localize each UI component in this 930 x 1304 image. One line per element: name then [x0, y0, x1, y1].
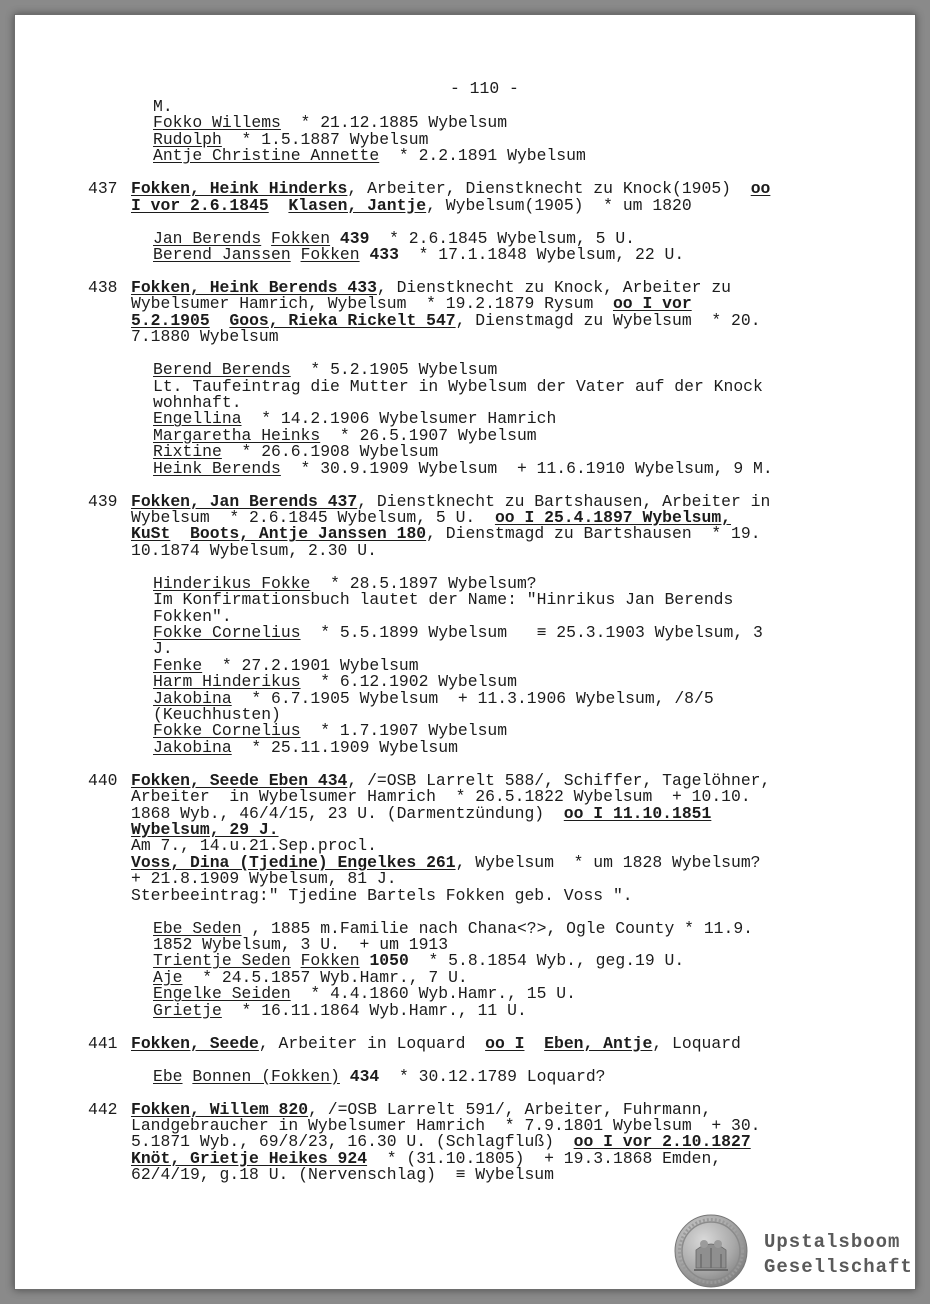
entry-number: 440 — [88, 770, 118, 790]
name-text: oo I — [485, 1033, 525, 1053]
child-line — [153, 1066, 606, 1086]
entry-text: + 21.8.1909 Wybelsum, 81 J. — [131, 869, 397, 889]
entry-text: M. — [153, 97, 173, 116]
entry-text — [524, 1034, 544, 1053]
entry-text: Arbeiter in Wybelsumer Hamrich * 26.5.1822 Wybelsum + 10.10. — [131, 787, 751, 807]
entry-text: , Loquard — [652, 1033, 741, 1053]
name-text: Knöt, Grietje Heikes 924 — [131, 1148, 368, 1168]
name-text: Ebe — [153, 1066, 183, 1086]
child-line — [153, 625, 763, 641]
name-text: Jakobina — [153, 688, 232, 708]
entry-text: * 6.12.1902 Wybelsum — [300, 672, 517, 692]
name-text: Bonnen (Fokken) — [192, 1066, 340, 1086]
entry-text — [360, 245, 370, 264]
child-line — [153, 148, 586, 164]
entry-text: , Dienstmagd zu Bartshausen * 19. — [426, 524, 761, 544]
entry-text — [340, 1067, 350, 1086]
entry-text: * 5.5.1899 Wybelsum ≡ 25.3.1903 Wybelsum, 3 — [300, 623, 763, 642]
entry-text: * 6.7.1905 Wybelsum + 11.3.1906 Wybelsum, /8/5 — [231, 688, 714, 708]
entry-line — [131, 329, 279, 345]
entry-text: Fokken". — [153, 606, 232, 626]
name-text: Fokke Cornelius — [153, 623, 301, 642]
name-text: Fokken — [271, 228, 331, 248]
entry-text: (Keuchhusten) — [153, 705, 281, 724]
entry-text: * 4.4.1860 Wyb.Hamr., 15 U. — [290, 984, 576, 1004]
name-text: Trientje Seden — [153, 951, 291, 971]
child-line — [153, 1000, 527, 1020]
publisher-logo-text — [764, 1230, 913, 1280]
name-text: Jakobina — [153, 737, 232, 757]
reference-number: 434 — [349, 1066, 380, 1086]
publisher-line-2: Gesellschaft — [764, 1256, 913, 1278]
publisher-line-1: Upstalsboom — [764, 1231, 901, 1253]
entry-text: wohnhaft. — [153, 393, 242, 412]
entry-text: , Dienstknecht zu Bartshausen, Arbeiter in — [357, 491, 771, 511]
entry-text: 1868 Wyb., 46/4/15, 23 U. (Darmentzündung) — [131, 803, 564, 823]
entry-text: , Wybelsum(1905) * um 1820 — [426, 195, 692, 215]
name-text: Ebe Seden — [153, 918, 242, 938]
entry-number: 437 — [88, 179, 118, 199]
name-text: Wybelsum, 29 J. — [131, 820, 279, 839]
name-text: Fokken, Heink Hinderks — [131, 179, 348, 199]
entry-text: 5.1871 Wyb., 69/8/23, 16.30 U. (Schlagfluß) — [131, 1132, 574, 1152]
entry-text: * 28.5.1897 Wybelsum? — [310, 573, 537, 593]
name-text: Boots, Antje Janssen 180 — [190, 524, 427, 544]
name-text: Aje — [153, 967, 183, 987]
name-text: Engellina — [153, 409, 242, 429]
name-text: Fokken, Seede Eben 434 — [131, 770, 348, 790]
society-seal-icon — [674, 1214, 748, 1288]
name-text: Eben, Antje — [544, 1033, 653, 1053]
entry-text: Lt. Taufeintrag die Mutter in Wybelsum der Vater auf der Knock — [153, 376, 763, 396]
name-text: Jan Berends — [153, 228, 262, 248]
entry-text: Wybelsumer Hamrich, Wybelsum * 19.2.1879 Rysum — [131, 294, 613, 314]
entry-line — [131, 540, 377, 560]
name-text: 5.2.1905 — [131, 310, 210, 330]
entry-text: * 14.2.1906 Wybelsumer Hamrich — [241, 409, 557, 429]
name-text: Fokken — [300, 245, 360, 264]
child-line — [153, 376, 763, 396]
entry-text: * 24.5.1857 Wyb.Hamr., 7 U. — [182, 967, 468, 987]
entry-text: Im Konfirmationsbuch lautet der Name: "Hinrikus Jan Berends — [153, 590, 734, 610]
entry-line — [131, 1167, 554, 1183]
name-text: Klasen, Jantje — [288, 195, 427, 215]
name-text: Fokken, Heink Berends 433 — [131, 278, 377, 297]
entry-text: * 25.11.1909 Wybelsum — [231, 737, 458, 757]
name-text: Fokken — [300, 951, 360, 971]
entry-text: 1852 Wybelsum, 3 U. + um 1913 — [153, 935, 449, 954]
name-text: oo I 11.10.1851 — [563, 803, 712, 823]
name-text: Voss, Dina (Tjedine) Engelkes 261 — [131, 852, 456, 872]
entry-text: * 21.12.1885 Wybelsum — [280, 113, 508, 133]
entry-number: 442 — [88, 1099, 118, 1119]
entry-text: * 2.2.1891 Wybelsum — [379, 146, 586, 166]
name-text: Fokko Willems — [153, 113, 281, 133]
name-text: oo — [750, 179, 771, 199]
entry-text: * 2.6.1845 Wybelsum, 5 U. — [369, 228, 636, 248]
entry-text — [291, 245, 301, 264]
entry-text: * 5.2.1905 Wybelsum — [290, 360, 498, 380]
child-line — [153, 592, 733, 608]
entry-text: Landgebraucher in Wybelsumer Hamrich * 7.9.1801 Wybelsum + 30. — [131, 1116, 761, 1135]
document-page — [14, 14, 916, 1290]
name-text: Margaretha Heinks — [153, 425, 321, 445]
entry-text — [269, 196, 289, 215]
entry-number: 441 — [88, 1033, 118, 1053]
name-text: Heink Berends — [153, 458, 281, 478]
entry-text: * 27.2.1901 Wybelsum — [202, 655, 419, 675]
name-text: Fokken, Seede — [131, 1033, 259, 1053]
entry-text: , Arbeiter in Loquard — [258, 1033, 486, 1053]
name-text: Fokke Cornelius — [153, 721, 301, 741]
name-text: KuSt — [131, 524, 171, 544]
page-number: - 110 - — [450, 79, 519, 98]
entry-text: 7.1880 Wybelsum — [131, 327, 279, 347]
reference-number: 433 — [369, 245, 399, 264]
entry-line — [131, 195, 692, 215]
entry-text: * 1.7.1907 Wybelsum — [300, 721, 508, 741]
child-line — [153, 458, 773, 478]
entry-text: * 30.9.1909 Wybelsum + 11.6.1910 Wybelsum, 9 M. — [280, 458, 773, 478]
entry-text: * 26.6.1908 Wybelsum — [221, 442, 439, 462]
name-text: oo I vor — [612, 294, 692, 314]
name-text: Fokken, Jan Berends 437 — [131, 491, 358, 511]
name-text: I vor 2.6.1845 — [131, 195, 269, 215]
entry-text: 62/4/19, g.18 U. (Nervenschlag) ≡ Wybelsum — [131, 1165, 554, 1185]
name-text: Antje Christine Annette — [153, 146, 380, 166]
entry-text: * 1.5.1887 Wybelsum — [221, 129, 429, 149]
entry-text: Wybelsum * 2.6.1845 Wybelsum, 5 U. — [131, 508, 495, 527]
entry-text: , Dienstknecht zu Knock, Arbeiter zu — [376, 278, 732, 297]
entry-number: 439 — [88, 491, 118, 511]
name-text: Harm Hinderikus — [153, 672, 301, 692]
name-text: Berend Berends — [153, 360, 291, 380]
name-text: Rixtine — [153, 442, 222, 462]
name-text: oo I vor 2.10.1827 — [573, 1132, 751, 1152]
entry-text — [183, 1067, 193, 1086]
child-line — [153, 247, 684, 263]
name-text: Grietje — [153, 1000, 222, 1020]
entry-text: J. — [153, 639, 173, 659]
entry-text: 10.1874 Wybelsum, 2.30 U. — [131, 540, 377, 560]
reference-number: 439 — [339, 228, 370, 248]
name-text: Rudolph — [153, 129, 222, 149]
name-text: Fenke — [153, 655, 203, 675]
name-text: Fokken, Willem 820 — [131, 1099, 309, 1119]
entry-text: * 30.12.1789 Loquard? — [379, 1066, 606, 1086]
entry-text: * (31.10.1805) + 19.3.1868 Emden, — [367, 1148, 722, 1168]
entry-line — [131, 885, 633, 905]
name-text: Hinderikus Fokke — [153, 573, 311, 593]
entry-text: * 5.8.1854 Wyb., geg.19 U. — [408, 951, 685, 971]
entry-text: , 1885 m.Familie nach Chana<?>, Ogle County * 11.9. — [241, 918, 754, 938]
entry-text: , Arbeiter, Dienstknecht zu Knock(1905) — [347, 179, 751, 199]
entry-text: * 16.11.1864 Wyb.Hamr., 11 U. — [221, 1000, 527, 1020]
entry-line — [131, 1033, 741, 1053]
entry-text: * 17.1.1848 Wybelsum, 22 U. — [398, 245, 685, 264]
entry-text: , /=OSB Larrelt 591/, Arbeiter, Fuhrmann, — [308, 1099, 712, 1119]
name-text: oo I 25.4.1897 Wybelsum, — [494, 508, 732, 527]
name-text: Berend Janssen — [153, 245, 291, 264]
child-line — [153, 737, 458, 757]
reference-number: 1050 — [369, 951, 409, 971]
entry-text: * 26.5.1907 Wybelsum — [320, 425, 537, 445]
entry-text: , /=OSB Larrelt 588/, Schiffer, Tagelöhner, — [347, 770, 771, 790]
entry-text: Sterbeeintrag:" Tjedine Bartels Fokken geb. Voss ". — [131, 885, 633, 905]
entry-text: , Dienstmagd zu Wybelsum * 20. — [455, 310, 761, 330]
entry-number: 438 — [88, 278, 118, 297]
entry-text: , Wybelsum * um 1828 Wybelsum? — [455, 852, 761, 872]
name-text: Goos, Rieka Rickelt 547 — [229, 310, 456, 330]
name-text: Engelke Seiden — [153, 984, 291, 1004]
entry-text: Am 7., 14.u.21.Sep.procl. — [131, 836, 377, 856]
